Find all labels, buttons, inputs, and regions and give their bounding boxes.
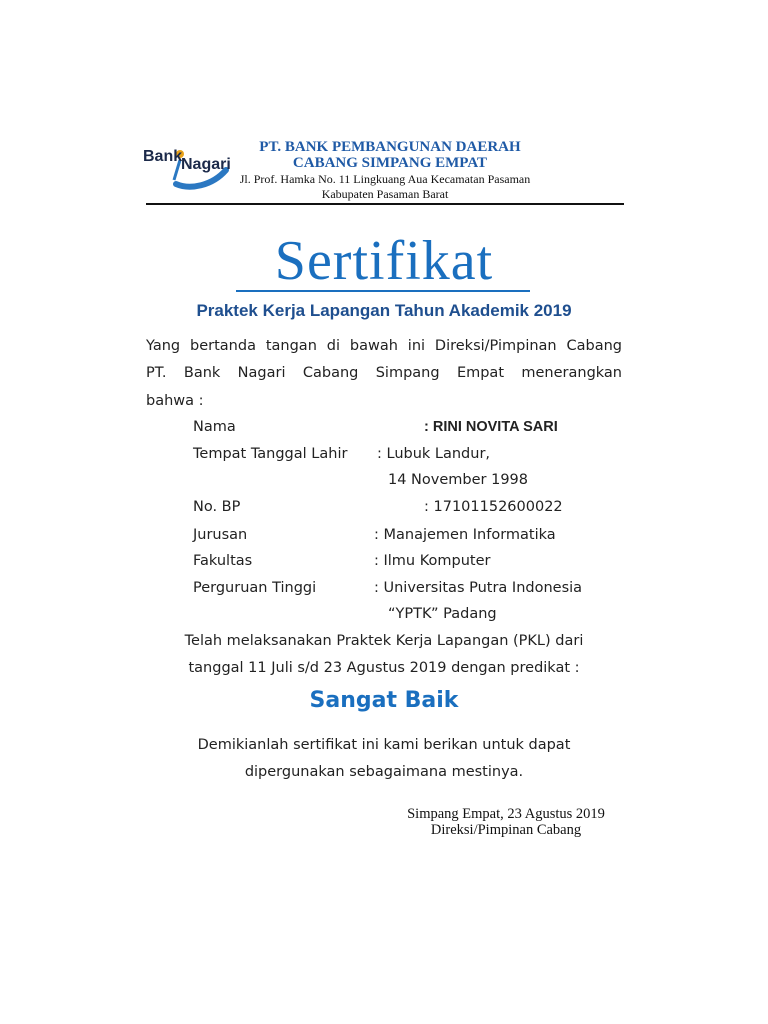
bp-label: No. BP [193,499,241,515]
major-value: : Manajemen Informatika [374,527,556,543]
name-label: Nama [193,419,236,435]
birth-label: Tempat Tanggal Lahir [193,446,348,462]
major-label: Jurusan [193,527,248,543]
certificate-title: Sertifikat [274,230,494,292]
university-value: : Universitas Putra Indonesia [374,580,583,596]
faculty-label: Fakultas [193,553,253,569]
intro-line-2: PT. Bank Nagari Cabang Simpang Empat menerangkan [146,365,622,381]
birth-value: : Lubuk Landur, [377,446,491,462]
statement-line-1: Telah melaksanakan Praktek Kerja Lapangan (PKL) dari [184,633,584,649]
name-value: : RINI NOVITA SARI [424,419,558,435]
closing-line-2: dipergunakan sebagaimana mestinya. [244,764,524,780]
university-label: Perguruan Tinggi [193,580,317,596]
logo-nagari-text: Nagari [181,156,231,173]
title-underline [236,290,530,292]
closing-line-1: Demikianlah sertifikat ini kami berikan untuk dapat [197,737,571,753]
intro-line-1: Yang bertanda tangan di bawah ini Direksi/Pimpinan Cabang [146,338,622,354]
statement-line-2: tanggal 11 Juli s/d 23 Agustus 2019 dengan predikat : [188,660,580,676]
address-line-2: Kabupaten Pasaman Barat [321,187,449,201]
letterhead-divider [146,203,624,205]
intro-line-3: bahwa : [146,393,204,409]
signature-position: Direksi/Pimpinan Cabang [430,822,582,838]
signature-place-date: Simpang Empat, 23 Agustus 2019 [407,806,605,822]
faculty-value: : Ilmu Komputer [374,553,491,569]
predicate-text: Sangat Baik [309,688,459,713]
company-name: PT. BANK PEMBANGUNAN DAERAH [259,139,521,155]
certificate-subtitle: Praktek Kerja Lapangan Tahun Akademik 2019 [196,301,572,320]
bp-value: : 17101152600022 [424,499,563,515]
logo-bank-text: Bank [143,148,183,165]
address-line-1: Jl. Prof. Hamka No. 11 Lingkuang Aua Kecamatan Pasaman [239,172,531,186]
birth-date-value: 14 November 1998 [388,472,529,488]
university-value-2: “YPTK” Padang [388,606,497,622]
branch-name: CABANG SIMPANG EMPAT [292,155,488,171]
